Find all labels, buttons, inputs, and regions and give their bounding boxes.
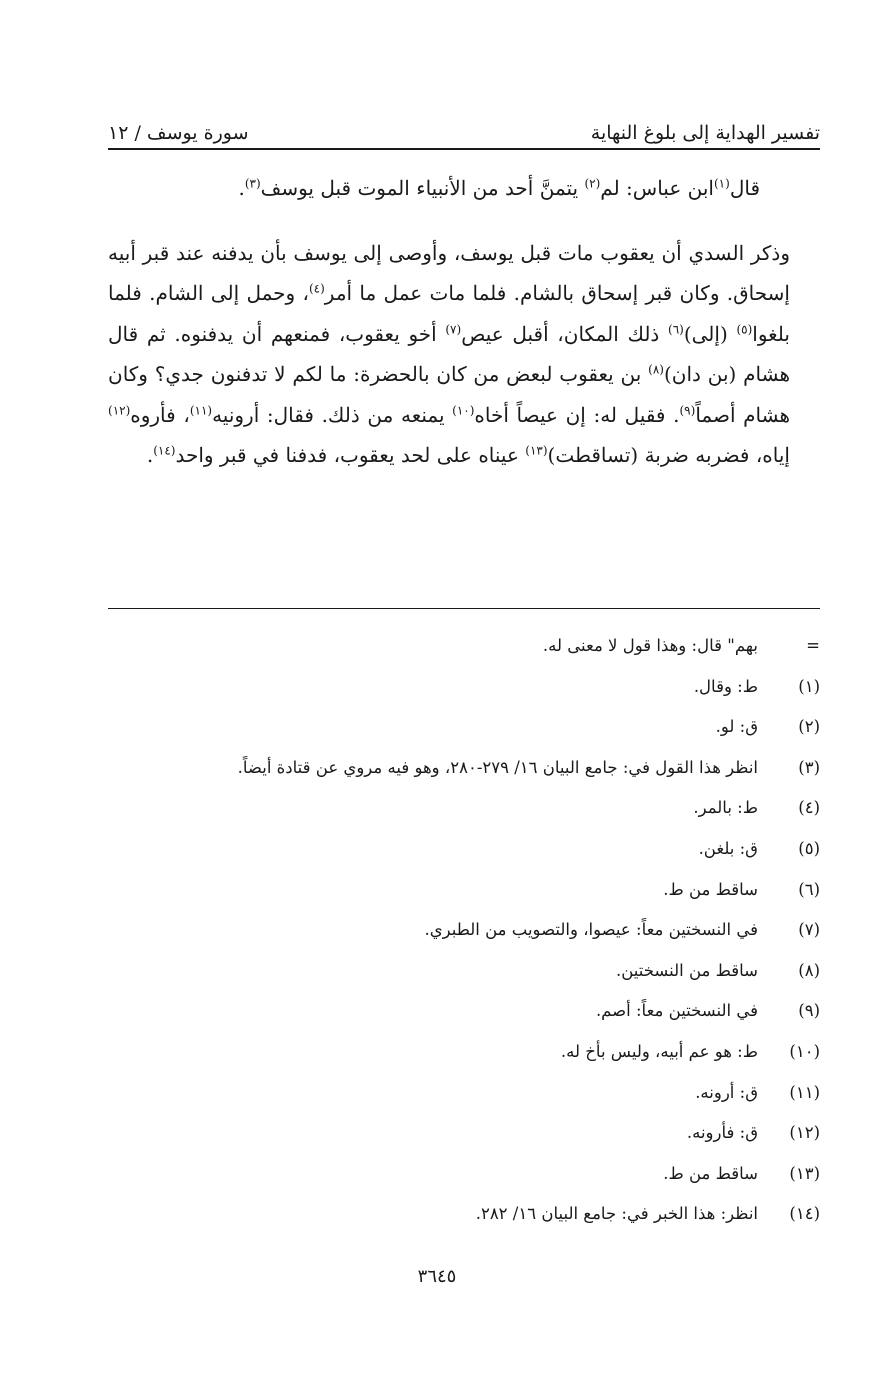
text-run: يتمنَّ أحد من الأنبياء الموت قبل يوسف [260, 176, 585, 200]
text-run: بن يعقوب لبعض من كان بالحضرة: ما لكم لا تدفنون جدي؟ وكان هشام أصماً [108, 362, 791, 427]
text-run: . [146, 443, 154, 467]
footnote-number: = [806, 636, 820, 655]
footnote-12 [108, 1123, 820, 1164]
text-run: وذكر السدي أن يعقوب مات قبل يوسف، وأوصى إلى يوسف بأن يدفنه عند قبر أبيه إسحاق. وكان قبر إسحاق بالشام. فلما مات عمل ما أمر [108, 240, 790, 305]
footnote-10 [108, 1042, 820, 1083]
footnote-text: ط: وقال. [693, 676, 758, 696]
text-run: إياه، فضربه ضربة (تساقطت) [547, 443, 790, 467]
footnote-text: ق: لو. [715, 717, 758, 737]
footnote-text: في النسختين معاً: أصم. [595, 1001, 758, 1021]
footnote-5 [108, 839, 820, 880]
footnote-1 [108, 677, 820, 718]
footnote-14 [108, 1204, 820, 1245]
footnotes [108, 636, 820, 1245]
footnote-text: انظر هذا القول في: جامع البيان ١٦/ ٢٧٩-٢٨٠، وهو فيه مروي عن قتادة أيضاً. [237, 757, 758, 777]
footnote-number: (٣) [798, 757, 820, 777]
footnote-number: (١١) [789, 1082, 820, 1102]
footnote-number: (٧) [798, 920, 820, 940]
paragraph-1 [108, 168, 820, 209]
footnote-text: ط: بالمر. [693, 798, 758, 818]
footnote-number: (١٤) [789, 1204, 820, 1224]
footnote-ref-6: (٦) [668, 321, 684, 336]
footnote-number: (١) [798, 676, 820, 696]
book-title: تفسير الهداية إلى بلوغ النهاية [590, 122, 820, 144]
page-number: ٣٦٤٥ [417, 1266, 457, 1287]
footnote-text: ساقط من النسختين. [615, 960, 758, 980]
main-text [108, 168, 820, 476]
footnote-2 [108, 717, 820, 758]
footnote-text: ق: أرونه. [695, 1082, 758, 1102]
footnote-ref-13: (١٣) [525, 443, 548, 458]
text-run: عيناه على لحد يعقوب، فدفنا في قبر واحد [175, 443, 526, 467]
text-run: ابن عباس: لم [600, 176, 714, 200]
footnote-8 [108, 961, 820, 1002]
footnote-ref-14: (١٤) [153, 443, 176, 458]
text-run: ذلك المكان، أقبل عيص [461, 321, 668, 346]
footnote-number: (٩) [798, 1001, 820, 1021]
text-run: قال [729, 176, 760, 200]
footnote-ref-8: (٨) [648, 362, 664, 377]
footnote-number: (٤) [798, 798, 820, 818]
text-run: ، وحمل إلى الشام. فلما بلغوا [108, 281, 790, 346]
footnote-text: ق: بلغن. [698, 838, 758, 858]
footnote-ref-2: (٢) [584, 176, 601, 191]
footnote-9 [108, 1001, 820, 1042]
text-run: أخو يعقوب، فمنعهم أن يدفنوه. ثم قال هشام (بن دان) [108, 321, 790, 386]
text-run: . [238, 176, 245, 200]
footnote-number: (١٣) [789, 1163, 820, 1183]
paragraph-2 [108, 233, 820, 476]
text-run: يمنعه من ذلك. فقال: أرونيه [212, 402, 453, 427]
footnote-ref-7: (٧) [445, 321, 462, 336]
footnote-6 [108, 880, 820, 921]
footnote-number: (٦) [798, 879, 820, 899]
footnote-text: ساقط من ط. [663, 1163, 758, 1183]
footnote-text: انظر: هذا الخبر في: جامع البيان ١٦/ ٢٨٢. [475, 1204, 758, 1224]
header-rule [108, 148, 820, 150]
footnote-4 [108, 798, 820, 839]
footnote-7 [108, 920, 820, 961]
footnote-text: في النسختين معاً: عيصوا، والتصويب من الطبري. [424, 920, 758, 940]
footnote-number: (٨) [798, 960, 820, 980]
footnote-ref-11: (١١) [189, 402, 213, 417]
footnote-ref-4: (٤) [308, 281, 325, 296]
running-header [108, 108, 820, 144]
footnote-13 [108, 1164, 820, 1205]
footnote-continuation [108, 636, 820, 677]
footnote-text: بهم" قال: وهذا قول لا معنى له. [542, 636, 758, 655]
footnote-11 [108, 1083, 820, 1124]
text-run: . فقيل له: إن عيصاً أخاه [474, 402, 680, 427]
text-run: ، فأروه [130, 402, 190, 427]
footnote-number: (١٢) [789, 1123, 820, 1143]
footnote-ref-12: (١٢) [108, 402, 131, 417]
footnote-ref-10: (١٠) [452, 402, 475, 417]
footnote-ref-9: (٩) [679, 402, 696, 417]
footnote-ref-1: (١) [713, 176, 730, 191]
footnote-text: ساقط من ط. [663, 879, 758, 899]
footnote-number: (٢) [798, 717, 820, 737]
footnote-text: ط: هو عم أبيه، وليس بأخ له. [560, 1041, 758, 1061]
sura-page-label: سورة يوسف / ١٢ [108, 122, 249, 144]
footnote-text: ق: فأرونه. [686, 1123, 758, 1143]
footnote-ref-3: (٣) [244, 176, 261, 191]
text-run: (إلى) [683, 321, 737, 346]
footnote-number: (١٠) [789, 1041, 820, 1061]
footnote-number: (٥) [798, 838, 820, 858]
footnote-rule [108, 608, 820, 609]
footnote-ref-5: (٥) [736, 321, 753, 336]
footnote-3 [108, 758, 820, 799]
